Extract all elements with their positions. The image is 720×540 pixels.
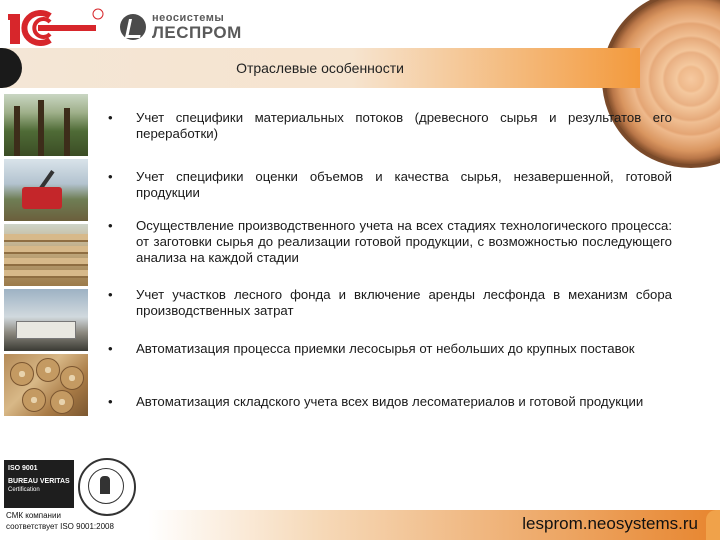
lesprom-mark-icon: [120, 14, 146, 40]
bullet-icon: •: [108, 394, 113, 409]
bullet-icon: •: [108, 169, 113, 184]
list-item-text: Учет участков лесного фонда и включение аренды лесфонда в механизм сбора производственных затрат: [136, 287, 672, 318]
website-link[interactable]: lesprom.neosystems.ru: [522, 514, 698, 533]
list-item: [108, 110, 672, 142]
bullet-icon: •: [108, 287, 113, 302]
brand-top-text: неосистемы: [152, 12, 225, 24]
footer-corner: [706, 510, 720, 540]
bullet-icon: •: [108, 218, 113, 233]
list-item-text: Автоматизация процесса приемки лесосырья от небольших до крупных поставок: [136, 341, 635, 356]
harvester-photo: [4, 159, 88, 221]
certification-caption: [6, 510, 114, 532]
iso-badge-line3: Certification: [8, 487, 40, 493]
logo-1c-graphic: [8, 6, 108, 46]
list-item: [108, 218, 672, 266]
list-item-text: Осуществление производственного учета на всех стадиях технологического процесса: от заготовки сырья до реализации готовой продукции, с возможностью последующего анализа на каждой стадии: [136, 218, 672, 265]
timber-truck-photo: [4, 289, 88, 351]
slide-title: Отраслевые особенности: [236, 60, 404, 76]
list-item: [108, 394, 643, 410]
photo-column: [4, 94, 88, 419]
brand-bottom-text: ЛЕСПРОМ: [152, 23, 242, 42]
bureau-veritas-seal-icon: [78, 458, 136, 516]
list-item-text: Учет специфики материальных потоков (древесного сырья и результатов его переработки): [136, 110, 672, 141]
logo-1c: [8, 6, 108, 46]
list-item: [108, 341, 635, 357]
iso-badge-line1: ISO 9001: [8, 465, 38, 472]
list-item-text: Учет специфики оценки объемов и качества сырья, незавершенной, готовой продукции: [136, 169, 672, 200]
lumber-photo: [4, 224, 88, 286]
list-item-text: Автоматизация складского учета всех видов лесоматериалов и готовой продукции: [136, 394, 644, 409]
iso-badge: [4, 460, 74, 508]
list-item: [108, 287, 672, 319]
certification-caption-line1: СМК компании: [6, 511, 61, 520]
iso-badge-line2: BUREAU VERITAS: [8, 478, 70, 485]
certification-caption-line2: соответствует ISO 9001:2008: [6, 522, 114, 531]
forest-photo: [4, 94, 88, 156]
paper-rolls-photo: [4, 354, 88, 416]
bullet-icon: •: [108, 110, 113, 125]
logo-neosystems-lesprom: [120, 10, 270, 44]
bullet-icon: •: [108, 341, 113, 356]
list-item: [108, 169, 672, 201]
